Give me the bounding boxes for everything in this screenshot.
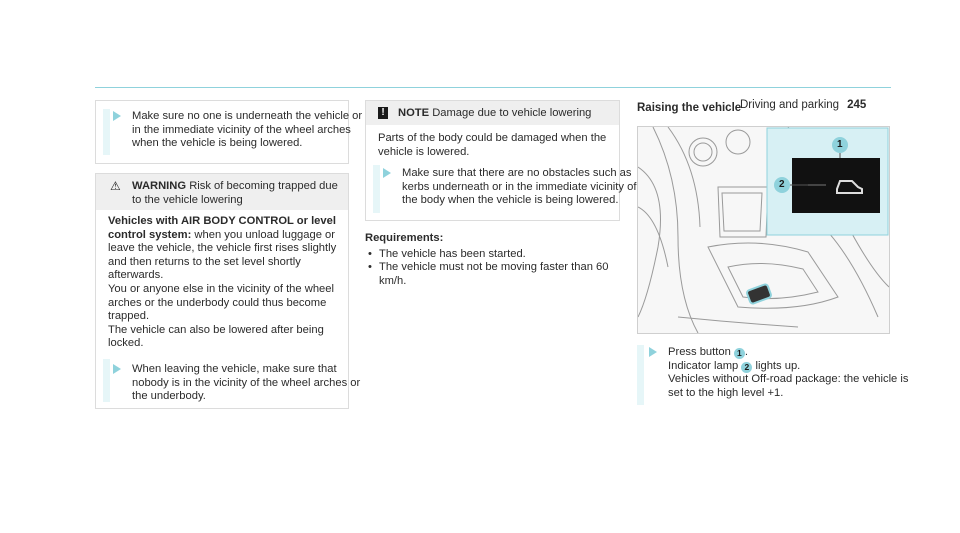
step-arrow-icon [113,364,121,374]
notice-icon: ! [378,107,388,119]
page-number: 245 [847,99,867,111]
warning-para-1 [108,215,344,283]
page-header [740,99,866,113]
step-text: Make sure that there are no obstacles such as kerbs underneath or in the immediate vicinity of the body when the vehicle is being lowered. [402,167,637,207]
warning-title-line [132,180,342,207]
step-text-press: Press button [668,346,731,358]
warning-para-1-bold: Vehicles with AIR BODY CONTROL or level control system: [108,215,336,241]
note-box [365,100,637,221]
step-arrow-icon [113,111,121,121]
instruction-step [101,110,368,151]
vehicle-console-illustration [637,126,890,334]
step-arrow-icon [649,347,657,357]
section-heading: Raising the vehicle [637,102,742,114]
note-label: NOTE [398,107,430,119]
warning-para-1-text: when you unload luggage or leave the vehicle, the vehicle first rises slightly and then returns to the set level shortly afterwards. [108,228,337,282]
requirements-list [365,248,625,289]
requirements-heading: Requirements: [365,232,444,244]
step-period: . [744,346,749,358]
note-title: Damage due to vehicle lowering [432,107,592,119]
warning-para-2: You or anyone else in the vicinity of the wheel arches or the underbody could thus become trapped. [108,282,334,323]
warning-para-3: The vehicle can also be lowered after being locked. [108,323,324,350]
step-text: When leaving the vehicle, make sure that nobody is in the vicinity of the wheel arches or the underbody. [132,363,361,403]
note-body: Parts of the body could be damaged when the vehicle is lowered. [378,132,607,158]
step-line-3: Vehicles without Off-road package: the vehicle is set to the high level +1. [668,373,909,399]
console-drawing [638,127,889,333]
warning-box [95,173,361,409]
requirement-item: • The vehicle has been started. [365,248,625,262]
requirement-item: • The vehicle must not be moving faster than 60 km/h. [365,261,625,288]
warning-header [96,174,348,210]
callout-2-label: 2 [779,179,785,190]
instruction-step [637,346,918,400]
step-text: Make sure no one is underneath the vehicle or in the immediate vicinity of the wheel arches when the vehicle is being lowered. [132,110,363,150]
step-arrow-icon [383,168,391,178]
warning-triangle-icon: ⚠ [110,179,121,193]
step-line-2 [668,360,918,374]
note-title-line [398,107,591,121]
warning-title: Risk of becoming trapped due to the vehicle lowering [132,180,338,206]
warning-label: WARNING [132,180,187,192]
step-text-indicator: Indicator lamp [668,359,739,372]
warning-body [108,215,344,351]
instruction-step [371,167,642,208]
step-line-1 [668,346,918,360]
requirements [365,232,625,288]
note-header [366,101,619,125]
instruction-step [101,363,372,404]
header-divider [95,87,891,88]
callout-1-label: 1 [837,139,843,150]
step-text-lights: lights up. [755,359,801,372]
section-title: Driving and parking [740,99,840,111]
callout-1-marker: 1 [734,348,745,359]
step-box-raising [637,345,909,405]
step-box-lowering [95,100,363,164]
callout-2-marker: 2 [741,362,752,373]
